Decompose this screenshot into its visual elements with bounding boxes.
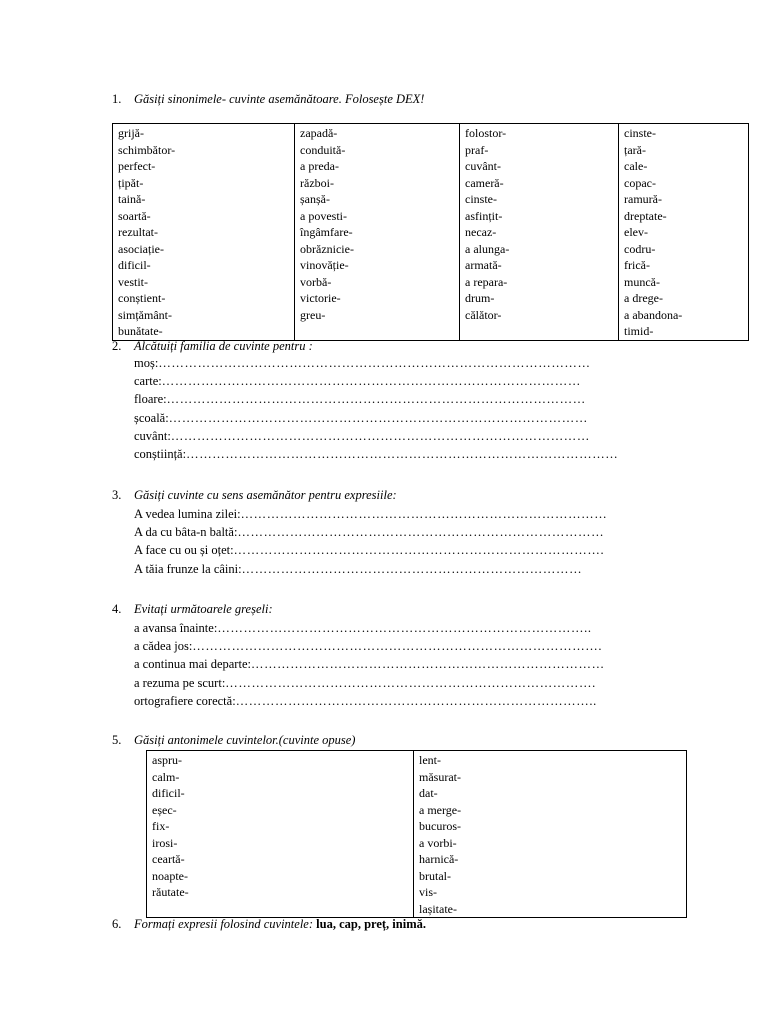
table-cell-word: dreptate- xyxy=(624,208,667,223)
table-cell-word: dificil- xyxy=(152,786,185,800)
antonyms-table xyxy=(146,750,687,918)
table-cell-word: ceartă- xyxy=(152,852,185,866)
answer-line xyxy=(134,372,618,390)
exercise-4-number: 4. xyxy=(112,602,122,616)
exercise-2-heading xyxy=(112,339,313,353)
exercise-1-heading xyxy=(112,92,424,106)
antonyms-column-2 xyxy=(414,751,687,918)
mistakes-list xyxy=(134,619,605,710)
table-cell-word: asociație- xyxy=(118,241,164,256)
prompt-word: carte xyxy=(134,374,159,389)
colon: : xyxy=(213,621,218,635)
exercise-5-heading xyxy=(112,733,355,747)
table-cell-word: simțământ- xyxy=(118,307,172,322)
answer-line xyxy=(134,445,618,463)
colon: : xyxy=(158,374,162,389)
colon: : xyxy=(247,657,251,672)
answer-line xyxy=(134,619,605,637)
answer-line xyxy=(134,674,605,692)
table-cell-word: lent- xyxy=(419,753,441,767)
prompt-word: ortografiere corectă xyxy=(134,693,233,708)
table-cell-word: cameră- xyxy=(465,175,504,190)
table-cell-word: bucuros- xyxy=(419,819,461,833)
answer-blank[interactable]: …………………………………………………………………………………. xyxy=(192,639,603,654)
table-cell-word: harnică- xyxy=(419,852,459,866)
synonyms-column-4 xyxy=(619,124,749,341)
table-cell-word: lașitate- xyxy=(419,901,457,916)
table-cell-word: a vorbi- xyxy=(419,835,457,850)
answer-blank[interactable]: …………………………………………………………………………………… xyxy=(168,410,588,425)
answer-blank[interactable]: …………………………………………………………………… xyxy=(241,561,583,576)
table-cell-word: îngâmfare- xyxy=(300,225,353,239)
colon: : xyxy=(182,446,187,461)
colon: : xyxy=(163,392,167,407)
answer-blank[interactable]: ……………………………………………………………………….. xyxy=(235,693,597,708)
table-cell-word: armată- xyxy=(465,258,502,272)
table-cell-word: irosi- xyxy=(152,835,178,850)
table-cell-word: a abandona- xyxy=(624,307,683,322)
table-cell-word: taină- xyxy=(118,192,146,206)
table-cell-word: necaz- xyxy=(465,225,497,239)
colon: : xyxy=(233,525,238,540)
table-cell-word: a preda- xyxy=(300,159,339,173)
prompt-word: A da cu bâta-n baltă xyxy=(134,525,234,540)
colon: : xyxy=(232,693,236,708)
answer-line xyxy=(134,505,607,523)
answer-blank[interactable]: ………………………………………………………………………… xyxy=(240,507,608,521)
prompt-word: A vedea lumina zilei xyxy=(134,507,238,521)
table-cell-word: fix- xyxy=(152,819,170,833)
exercise-5-title: Găsiți antonimele cuvintelor.(cuvinte opuse) xyxy=(134,733,356,747)
synonyms-column-1 xyxy=(113,124,295,341)
answer-line xyxy=(134,523,607,541)
table-cell-word: drum- xyxy=(465,291,495,305)
prompt-word: floare xyxy=(134,392,164,407)
table-cell-word: a alunga- xyxy=(465,241,510,256)
table-cell-word: calm- xyxy=(152,769,180,784)
answer-line xyxy=(134,655,605,673)
answer-blank[interactable]: ……………………………………………………………………………………… xyxy=(158,356,591,370)
prompt-word: a cădea jos xyxy=(134,639,189,654)
exercise-6-heading xyxy=(112,917,426,931)
colon: : xyxy=(230,543,234,558)
prompt-word: moș xyxy=(134,356,155,370)
prompt-word: conștiință xyxy=(134,446,183,461)
exercise-6-number: 6. xyxy=(112,917,122,931)
answer-blank[interactable]: …………………………………………………………………………. xyxy=(225,675,596,690)
colon: : xyxy=(165,410,169,425)
exercise-6-words: lua, cap, preț, inimă. xyxy=(316,917,426,931)
table-cell-word: obrăznicie- xyxy=(300,241,354,256)
table-cell-word: a drege- xyxy=(624,291,663,305)
table-cell-word: vinovăție- xyxy=(300,258,349,272)
table-cell-word: țară- xyxy=(624,142,646,157)
table-cell-word: codru- xyxy=(624,241,656,256)
table-cell-word: timid- xyxy=(624,324,654,338)
table-cell-word: șanșă- xyxy=(300,192,330,206)
exercise-4-title: Evitați următoarele greșeli: xyxy=(134,602,273,616)
table-cell-word: dificil- xyxy=(118,258,151,272)
prompt-word: a rezuma pe scurt xyxy=(134,675,222,690)
table-cell-word: călător- xyxy=(465,307,502,322)
prompt-word: școală xyxy=(134,410,166,425)
colon: : xyxy=(188,639,193,654)
table-cell-word: folostor- xyxy=(465,126,507,140)
answer-line xyxy=(134,560,607,578)
table-cell-word: rezultat- xyxy=(118,225,158,239)
table-cell-word: dat- xyxy=(419,786,438,800)
answer-blank[interactable]: ………………………………………………………………………… xyxy=(237,525,605,540)
answer-line xyxy=(134,541,607,559)
colon: : xyxy=(167,428,171,443)
answer-line xyxy=(134,390,618,408)
table-cell-word: schimbător- xyxy=(118,142,176,157)
table-cell-word: ramură- xyxy=(624,192,662,206)
table-cell-word: vis- xyxy=(419,885,437,899)
table-cell-word: grijă- xyxy=(118,126,144,140)
expressions-list xyxy=(134,505,607,578)
answer-line xyxy=(134,409,618,427)
antonyms-column-1 xyxy=(147,751,414,918)
table-cell-word: cuvânt- xyxy=(465,159,501,173)
answer-blank[interactable]: ……………………………………………………………………………………… xyxy=(186,446,619,461)
prompt-word: A face cu ou și oțet xyxy=(134,543,231,558)
prompt-word: cuvânt xyxy=(134,428,168,443)
colon: : xyxy=(238,561,242,576)
exercise-2-title: Alcătuiți familia de cuvinte pentru : xyxy=(134,339,313,353)
table-cell-word: noapte- xyxy=(152,868,188,883)
table-cell-word: a repara- xyxy=(465,274,508,289)
table-cell-word: conștient- xyxy=(118,291,166,305)
answer-blank[interactable]: ………………………………………………………………………….. xyxy=(217,621,592,635)
table-cell-word: zapadă- xyxy=(300,126,338,140)
answer-blank[interactable]: …………………………………………………………………………………… xyxy=(166,392,586,407)
colon: : xyxy=(154,356,159,370)
answer-line xyxy=(134,692,605,710)
table-cell-word: a povesti- xyxy=(300,208,347,223)
table-cell-word: victorie- xyxy=(300,291,341,305)
answer-blank[interactable]: …………………………………………………………………………………… xyxy=(170,428,591,443)
table-cell-word: copac- xyxy=(624,175,656,190)
table-cell-word: soartă- xyxy=(118,208,151,223)
table-cell-word: cinste- xyxy=(624,126,656,140)
synonyms-table xyxy=(112,123,749,341)
table-cell-word: brutal- xyxy=(419,868,451,883)
table-cell-word: greu- xyxy=(300,307,326,322)
prompt-word: A tăia frunze la câini xyxy=(134,561,239,576)
table-cell-word: vestit- xyxy=(118,274,148,289)
table-cell-word: aspru- xyxy=(152,753,182,767)
table-cell-word: vorbă- xyxy=(300,274,332,289)
table-cell-word: a merge- xyxy=(419,802,462,817)
exercise-4-heading xyxy=(112,602,273,616)
table-cell-word: bunătate- xyxy=(118,324,163,338)
prompt-word: a continua mai departe xyxy=(134,657,248,672)
exercise-1-number: 1. xyxy=(112,92,122,106)
table-cell-word: cinste- xyxy=(465,192,497,206)
word-family-list xyxy=(134,354,618,463)
exercise-3-title: Găsiți cuvinte cu sens asemănător pentru expresiile: xyxy=(134,488,397,502)
exercise-3-number: 3. xyxy=(112,488,122,502)
table-cell-word: muncă- xyxy=(624,274,660,289)
exercise-3-heading xyxy=(112,488,397,502)
table-cell-word: conduită- xyxy=(300,142,346,157)
table-cell-word: cale- xyxy=(624,159,648,173)
prompt-word: a avansa înainte xyxy=(134,621,214,635)
table-cell-word: țipăt- xyxy=(118,175,144,190)
exercise-5-number: 5. xyxy=(112,733,122,747)
exercise-1-title: Găsiți sinonimele- cuvinte asemănătoare. Folosește DEX! xyxy=(134,92,425,106)
answer-line xyxy=(134,427,618,445)
colon: : xyxy=(221,675,226,690)
answer-blank[interactable]: ……………………………………………………………………… xyxy=(250,657,605,672)
table-cell-word: perfect- xyxy=(118,159,156,173)
table-cell-word: răutate- xyxy=(152,885,189,899)
answer-line xyxy=(134,637,605,655)
answer-blank[interactable]: …………………………………………………………………………. xyxy=(233,543,605,558)
synonyms-column-3 xyxy=(460,124,619,341)
table-cell-word: frică- xyxy=(624,258,650,272)
table-cell-word: elev- xyxy=(624,225,648,239)
exercise-2-number: 2. xyxy=(112,339,122,353)
table-cell-word: măsurat- xyxy=(419,769,461,784)
table-cell-word: praf- xyxy=(465,142,489,157)
exercise-6-title: Formați expresii folosind cuvintele: xyxy=(134,917,314,931)
table-cell-word: război- xyxy=(300,175,334,190)
table-cell-word: eșec- xyxy=(152,802,177,817)
colon: : xyxy=(237,507,241,521)
answer-line xyxy=(134,354,618,372)
synonyms-column-2 xyxy=(295,124,460,341)
table-cell-word: asfințit- xyxy=(465,208,503,223)
answer-blank[interactable]: …………………………………………………………………………………… xyxy=(161,374,581,389)
